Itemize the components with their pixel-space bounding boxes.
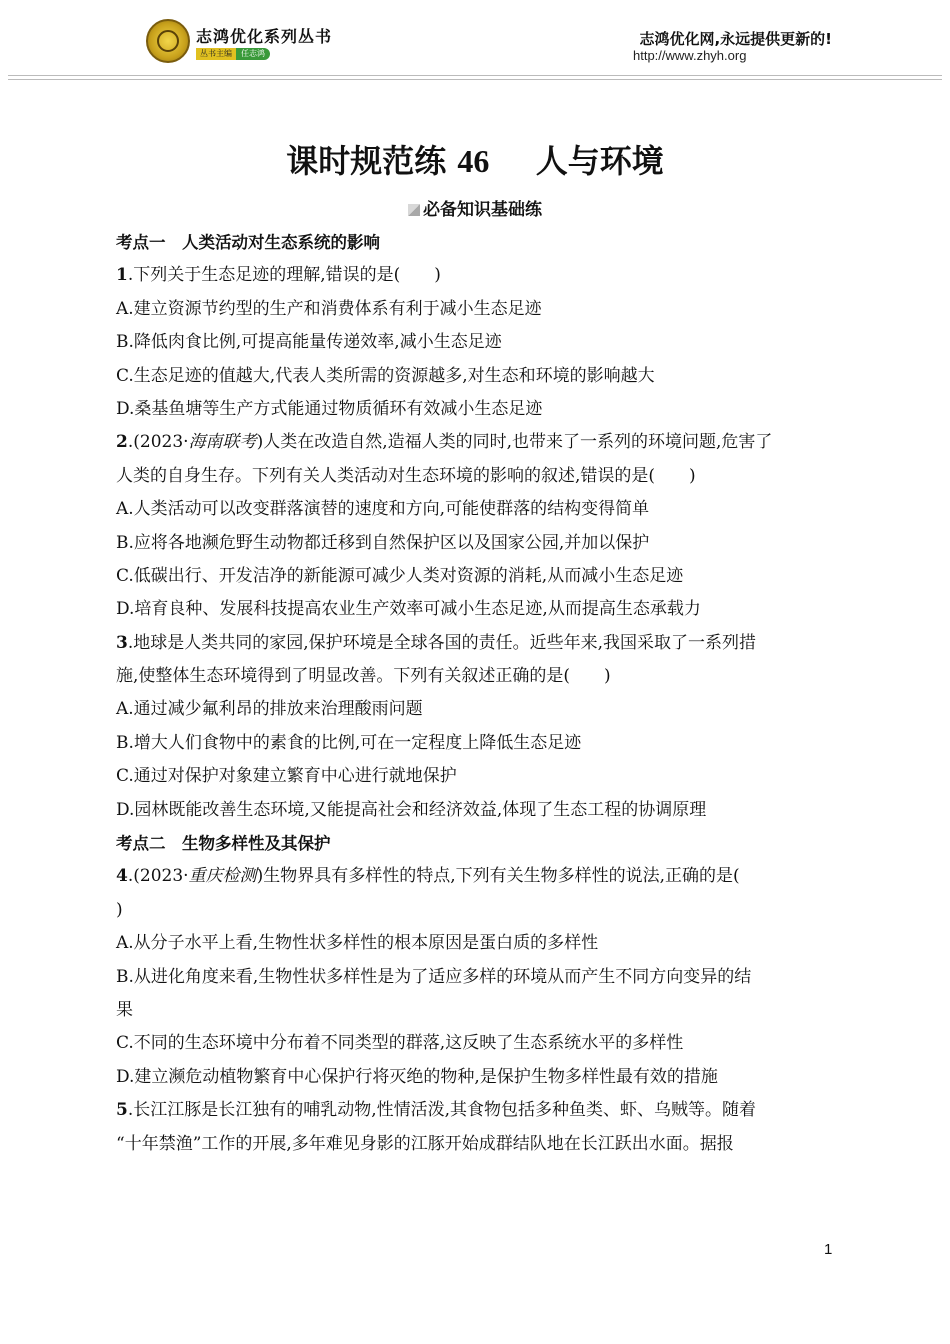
- text-line: [116, 326, 836, 359]
- text-line: [116, 693, 836, 726]
- line-text: 果: [116, 999, 133, 1020]
- text-line: [116, 961, 836, 994]
- text-line: [116, 727, 836, 760]
- title-number: 46: [457, 143, 490, 179]
- header-slogan: 志鸿优化网,永远提供更新的!: [639, 30, 832, 48]
- editor-tag: [196, 48, 292, 60]
- title-topic: 人与环境: [535, 142, 664, 180]
- line-text: 人类的自身生存。下列有关人类活动对生态环境的影响的叙述,错误的是( ): [116, 465, 696, 486]
- logo-emblem-icon: [157, 30, 179, 52]
- line-text: C.生态足迹的值越大,代表人类所需的资源越多,对生态和环境的影响越大: [116, 365, 655, 386]
- text-line: [116, 460, 836, 493]
- line-text: B.降低肉食比例,可提高能量传递效率,减小生态足迹: [116, 332, 502, 353]
- section-subtitle: [0, 195, 950, 220]
- header-url[interactable]: http://www.zhyh.org: [633, 48, 747, 63]
- header-divider: [8, 75, 942, 80]
- line-text: )人类在改造自然,造福人类的同时,也带来了一系列的环境问题,危害了: [256, 432, 773, 453]
- text-line: [116, 1027, 836, 1060]
- editor-label: 丛书主编: [196, 48, 236, 60]
- question-number: 5: [116, 1100, 128, 1121]
- line-text: ): [116, 899, 123, 920]
- text-line: [116, 760, 836, 793]
- question-stem: [116, 1094, 836, 1127]
- line-text: D.培育良种、发展科技提高农业生产效率可减小生态足迹,从而提高生态承载力: [116, 599, 701, 620]
- line-text: A.从分子水平上看,生物性状多样性的根本原因是蛋白质的多样性: [116, 933, 599, 954]
- text-line: [116, 527, 836, 560]
- text-line: [116, 994, 836, 1027]
- question-prefix: .(2023·: [127, 432, 189, 453]
- question-prefix: .(2023·: [127, 866, 189, 887]
- page-number: 1: [824, 1241, 833, 1258]
- text-line: [116, 1061, 836, 1094]
- question-stem: [116, 860, 836, 893]
- line-text: C.不同的生态环境中分布着不同类型的群落,这反映了生态系统水平的多样性: [116, 1033, 684, 1054]
- text-line: [116, 894, 836, 927]
- text-line: [116, 660, 836, 693]
- line-text: A.人类活动可以改变群落演替的速度和方向,可能使群落的结构变得简单: [116, 499, 650, 520]
- line-text: C.通过对保护对象建立繁育中心进行就地保护: [116, 766, 457, 787]
- page-title: [0, 136, 950, 182]
- section-heading: [116, 827, 836, 860]
- subtitle-text: 必备知识基础练: [423, 200, 542, 220]
- question-stem: [116, 426, 836, 459]
- line-text: 考点一 人类活动对生态系统的影响: [116, 233, 380, 252]
- section-heading: [116, 226, 836, 259]
- question-number: 2: [116, 432, 128, 453]
- line-text: .长江江豚是长江独有的哺乳动物,性情活泼,其食物包括多种鱼类、虾、乌贼等。随着: [127, 1100, 757, 1121]
- line-text: )生物界具有多样性的特点,下列有关生物多样性的说法,正确的是(: [256, 866, 740, 887]
- question-number: 3: [116, 632, 128, 653]
- line-text: A.建立资源节约型的生产和消费体系有利于减小生态足迹: [116, 298, 542, 319]
- editor-name: 任志鸿: [236, 48, 270, 60]
- line-text: D.园林既能改善生态环境,又能提高社会和经济效益,体现了生态工程的协调原理: [116, 799, 707, 820]
- question-source: 海南联考: [188, 432, 257, 453]
- line-text: 施,使整体生态环境得到了明显改善。下列有关叙述正确的是( ): [116, 666, 611, 687]
- line-text: “十年禁渔”工作的开展,多年难见身影的江豚开始成群结队地在长江跃出水面。据报: [116, 1133, 734, 1154]
- text-line: [116, 293, 836, 326]
- section-marker-icon: [408, 204, 420, 216]
- line-text: 考点二 生物多样性及其保护: [116, 834, 331, 854]
- series-title: 志鸿优化系列丛书: [196, 27, 333, 46]
- line-text: C.低碳出行、开发洁净的新能源可减少人类对资源的消耗,从而减小生态足迹: [116, 565, 684, 586]
- text-line: [116, 560, 836, 593]
- text-line: [116, 1128, 836, 1161]
- text-line: [116, 927, 836, 960]
- text-line: [116, 493, 836, 526]
- line-text: .下列关于生态足迹的理解,错误的是( ): [127, 265, 441, 286]
- line-text: .地球是人类共同的家园,保护环境是全球各国的责任。近些年来,我国采取了一系列措: [127, 632, 757, 653]
- question-stem: [116, 627, 836, 660]
- text-line: [116, 360, 836, 393]
- question-stem: [116, 259, 836, 292]
- text-line: [116, 593, 836, 626]
- text-line: [116, 794, 836, 827]
- question-number: 4: [116, 866, 128, 887]
- line-text: B.应将各地濒危野生动物都迁移到自然保护区以及国家公园,并加以保护: [116, 532, 650, 553]
- title-prefix: 课时规范练: [286, 142, 447, 180]
- line-text: B.增大人们食物中的素食的比例,可在一定程度上降低生态足迹: [116, 732, 582, 753]
- question-content: [116, 226, 836, 1161]
- series-logo: [146, 19, 190, 63]
- line-text: A.通过减少氟利昂的排放来治理酸雨问题: [116, 699, 423, 720]
- question-number: 1: [116, 265, 128, 286]
- text-line: [116, 393, 836, 426]
- question-source: 重庆检测: [188, 866, 257, 887]
- line-text: D.桑基鱼塘等生产方式能通过物质循环有效减小生态足迹: [116, 398, 543, 419]
- line-text: D.建立濒危动植物繁育中心保护行将灭绝的物种,是保护生物多样性最有效的措施: [116, 1066, 718, 1087]
- page-header: [0, 0, 950, 80]
- line-text: B.从进化角度来看,生物性状多样性是为了适应多样的环境从而产生不同方向变异的结: [116, 966, 752, 987]
